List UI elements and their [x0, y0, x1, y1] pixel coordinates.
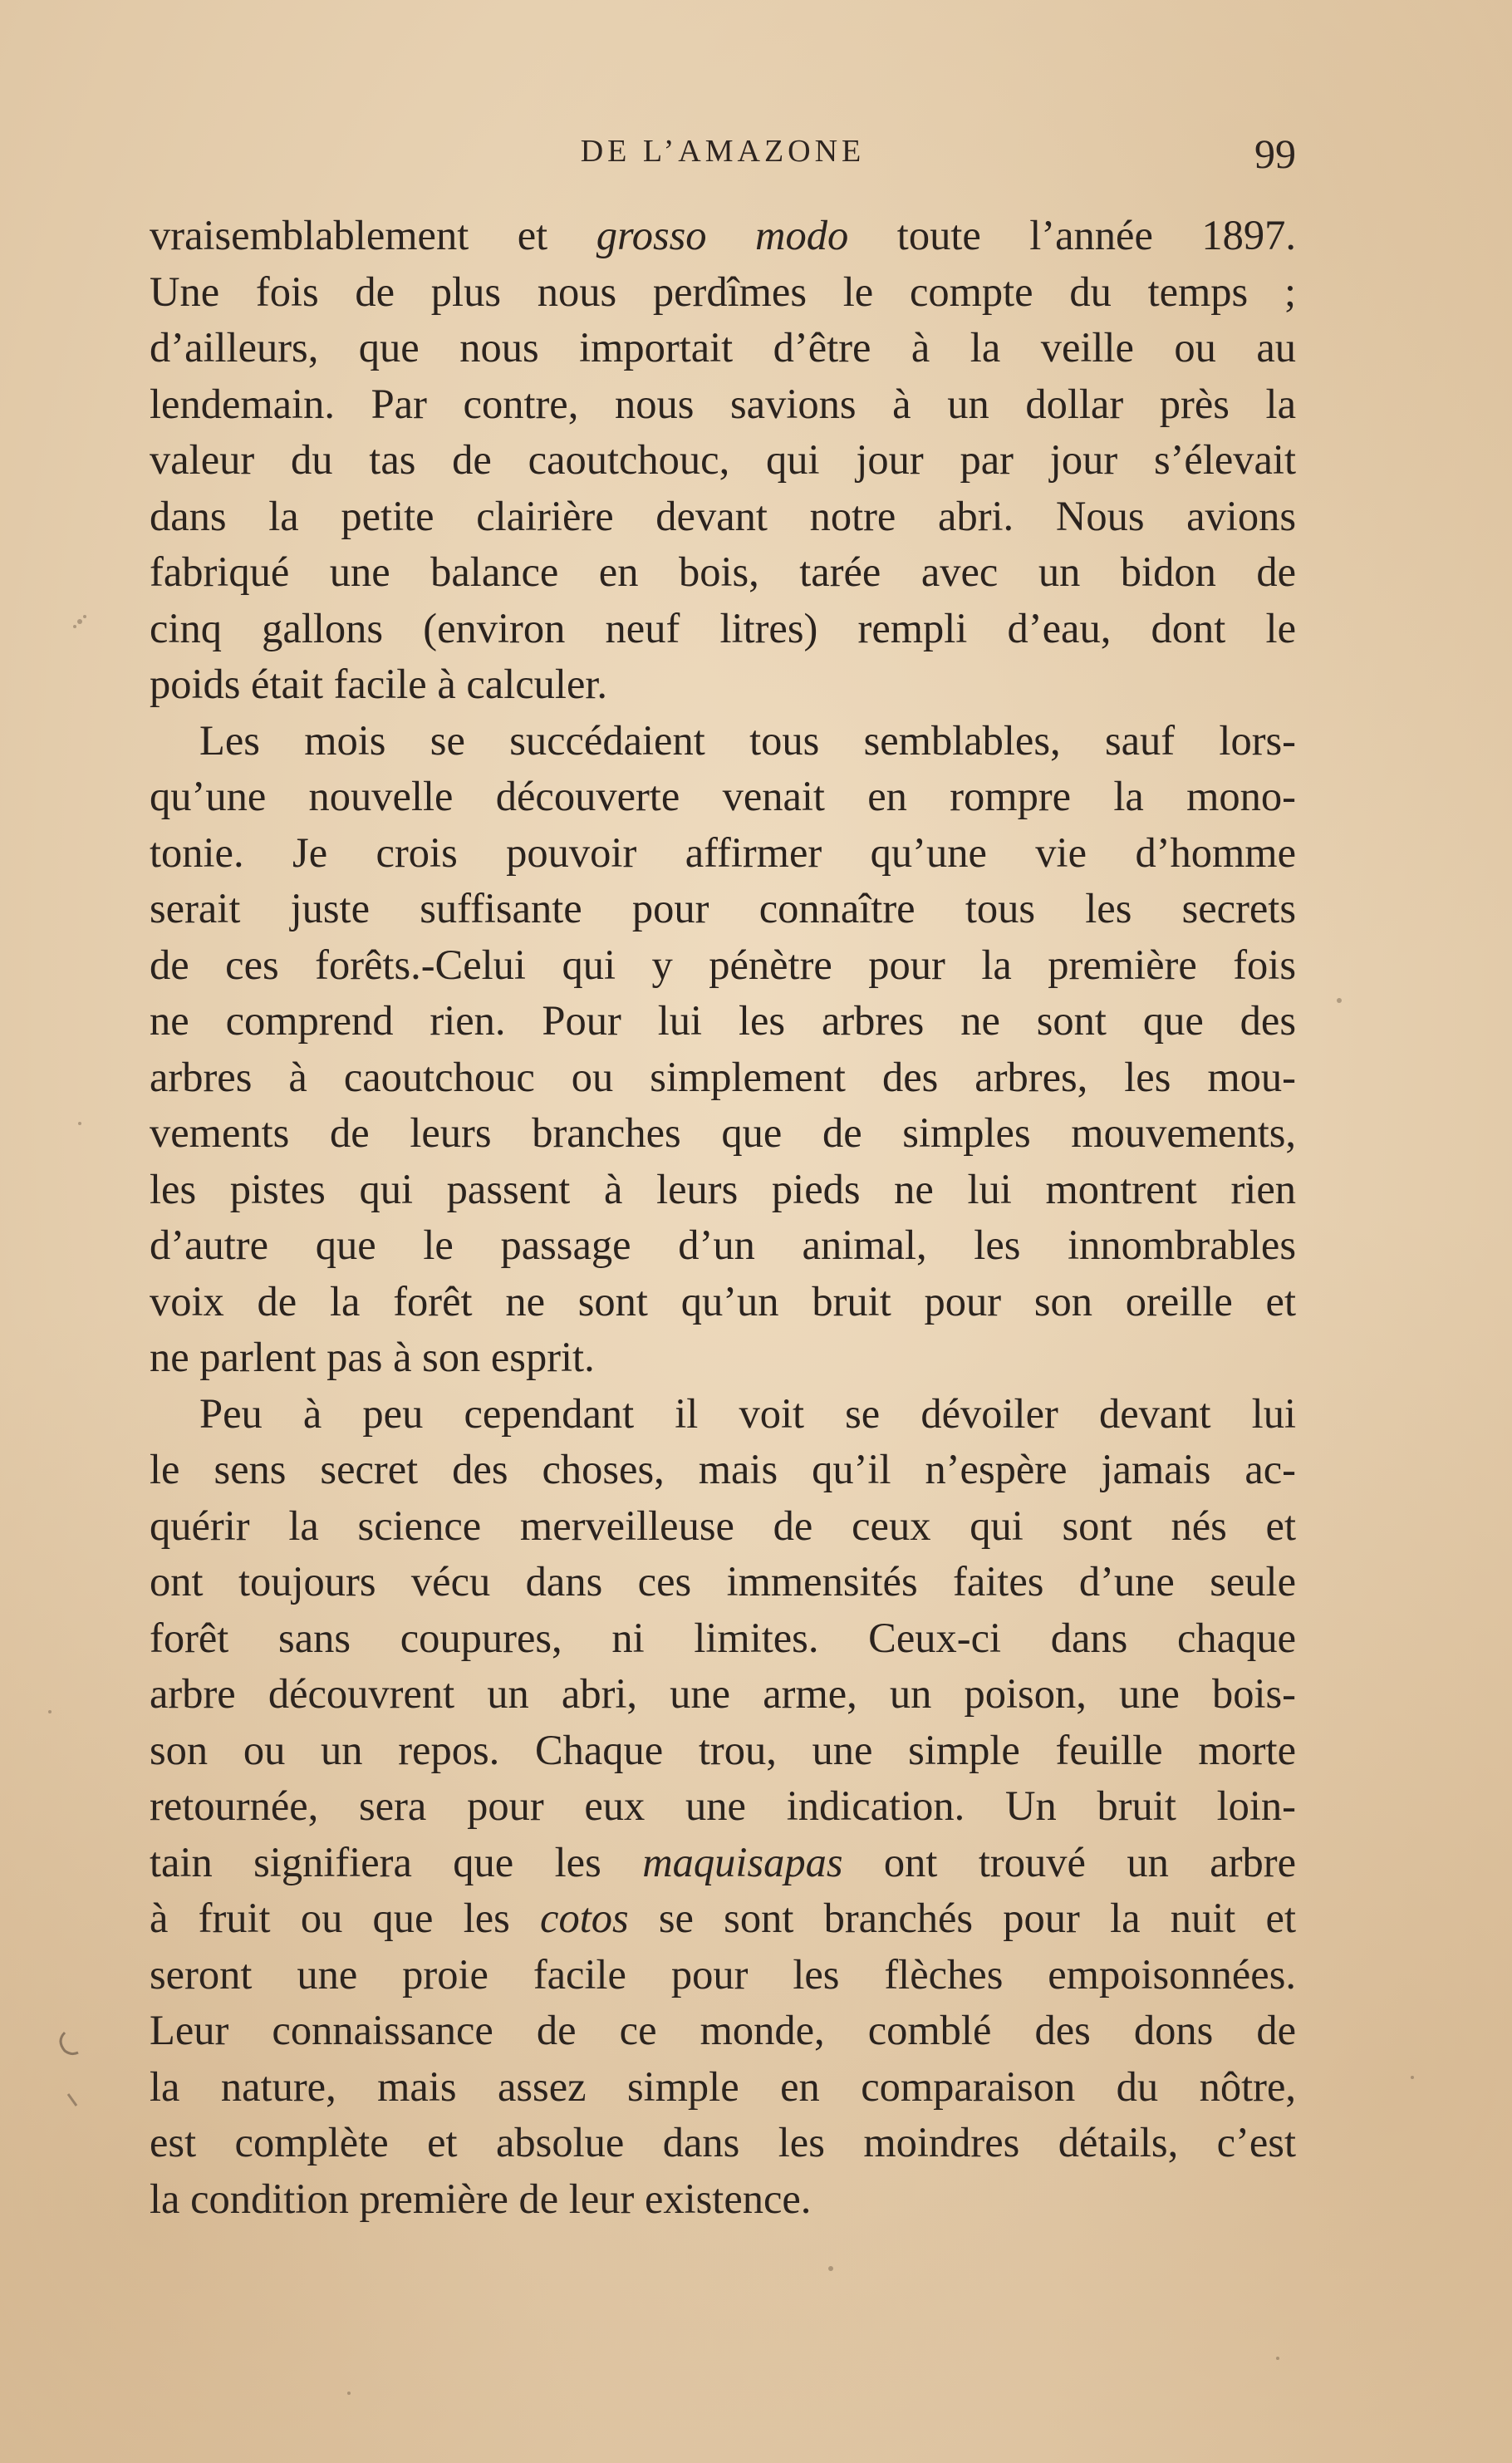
text-line: seront une proie facile pour les flèches empoisonnées.: [150, 1950, 1296, 1998]
body-text: [150, 208, 1296, 2227]
text-line: vements de leurs branches que de simples mouvements,: [150, 1109, 1296, 1156]
text-line: Peu à peu cependant il voit se dévoiler devant lui: [199, 1389, 1296, 1437]
text-line: Leur connaissance de ce monde, comblé des dons de: [150, 2007, 1296, 2053]
text-line: serait juste suffisante pour connaître tous les secrets: [150, 885, 1296, 932]
text-line: les pistes qui passent à leurs pieds ne lui montrent rien: [150, 1165, 1296, 1212]
text-line: voix de la forêt ne sont qu’un bruit pour son oreille et: [150, 1277, 1296, 1325]
text-line: vraisemblablement et grosso modo toute l’année 1897.: [150, 212, 1297, 258]
text-line: poids était facile à calculer.: [150, 661, 608, 707]
text-line: fabriqué une balance en bois, tarée avec un bidon de: [150, 548, 1296, 595]
text-line: cinq gallons (environ neuf litres) rempli d’eau, dont le: [150, 604, 1296, 651]
text-line: le sens secret des choses, mais qu’il n’espère jamais ac-: [150, 1446, 1296, 1492]
text-line: dans la petite clairière devant notre abri. Nous avions: [150, 492, 1296, 539]
text-line: arbres à caoutchouc ou simplement des arbres, les mou-: [150, 1053, 1296, 1100]
text-line: la nature, mais assez simple en comparaison du nôtre,: [150, 2062, 1296, 2110]
text-line: tonie. Je crois pouvoir affirmer qu’une vie d’homme: [150, 828, 1296, 876]
text-line: retournée, sera pour eux une indication. Un bruit loin-: [150, 1782, 1296, 1829]
running-title: DE L’AMAZONE: [580, 134, 866, 169]
text-line: ne parlent pas à son esprit.: [150, 1334, 595, 1380]
text-line: de ces forêts.-Celui qui y pénètre pour la première fois: [150, 941, 1296, 988]
text-line: ont toujours vécu dans ces immensités faites d’une seule: [150, 1558, 1296, 1605]
text-line: arbre découvrent un abri, une arme, un poison, une bois-: [150, 1670, 1296, 1717]
text-line: valeur du tas de caoutchouc, qui jour par jour s’élevait: [150, 436, 1296, 483]
text-line: à fruit ou que les cotos se sont branchés pour la nuit et: [150, 1895, 1296, 1941]
text-line: forêt sans coupures, ni limites. Ceux-ci dans chaque: [150, 1614, 1296, 1661]
text-line: lendemain. Par contre, nous savions à un dollar près la: [150, 380, 1296, 427]
text-line: quérir la science merveilleuse de ceux qui sont nés et: [150, 1502, 1296, 1549]
text-line: ne comprend rien. Pour lui les arbres ne sont que des: [150, 997, 1296, 1044]
text-line: est complète et absolue dans les moindres détails, c’est: [150, 2119, 1296, 2166]
page-header: [150, 130, 1296, 179]
text-line: d’autre que le passage d’un animal, les innombrables: [150, 1222, 1296, 1268]
text-line: Les mois se succédaient tous semblables, sauf lors-: [199, 716, 1296, 764]
text-line: Une fois de plus nous perdîmes le compte du temps ;: [150, 268, 1296, 315]
text-line: d’ailleurs, que nous importait d’être à la veille ou au: [150, 324, 1296, 371]
text-line: la condition première de leur existence.: [150, 2175, 812, 2222]
text-line: tain signifiera que les maquisapas ont trouvé un arbre: [150, 1838, 1296, 1885]
text-line: son ou un repos. Chaque trou, une simple feuille morte: [150, 1726, 1296, 1773]
text-line: qu’une nouvelle découverte venait en rompre la mono-: [150, 773, 1296, 819]
page-number: 99: [1254, 130, 1296, 177]
